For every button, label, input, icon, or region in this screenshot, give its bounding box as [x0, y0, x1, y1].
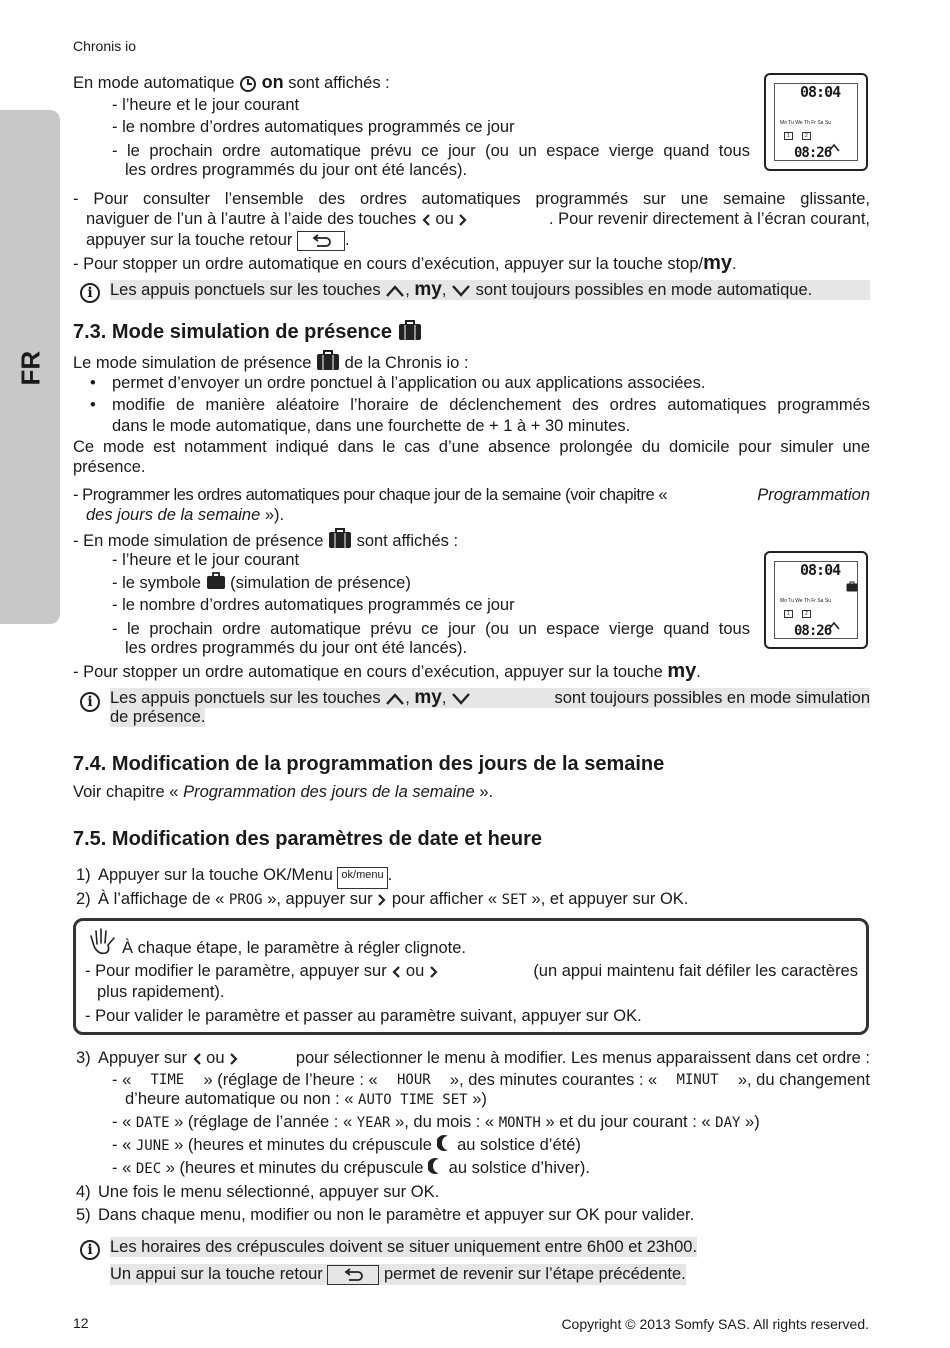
step-number: 3): [76, 1049, 91, 1067]
chevron-up-icon: [385, 284, 405, 298]
my-key-label: my: [703, 252, 733, 274]
info-icon: i: [80, 1240, 100, 1260]
step-number: 2): [76, 890, 91, 908]
chevron-down-icon: [451, 692, 471, 706]
step-3: Appuyer sur ou pour sélectionner le menu à modifier. Les menus apparaissent dans cet ordre :: [98, 1049, 870, 1067]
note-line-1: À chaque étape, le paramètre à régler clignote.: [122, 939, 466, 957]
lcd-days: Mo Tu We Th Fr Sa Su: [780, 120, 831, 126]
auto-intro: En mode automatique on sont affichés :: [73, 72, 390, 92]
info-icon: i: [80, 692, 100, 712]
chevron-left-icon: [421, 214, 431, 226]
lcd-count-2: 2: [802, 132, 811, 140]
chevron-up-icon: [385, 692, 405, 706]
section-title-7-3: 7.3. Mode simulation de présence: [73, 319, 422, 344]
return-info-note: Un appui sur la touche retour permet de revenir sur l’étape précédente.: [110, 1265, 686, 1283]
chevron-right-icon: [229, 1053, 239, 1065]
lcd-count-2: 2: [802, 610, 811, 618]
list-item: - l’heure et le jour courant: [112, 96, 300, 114]
step-1: Appuyer sur la touche OK/Menu ok/menu .: [98, 865, 392, 889]
suitcase-icon: [206, 572, 226, 590]
menu-time: - « TIME » (réglage de l’heure : « HOUR », des minutes courantes : « MINUT », du changement: [112, 1071, 870, 1089]
return-key-icon: [297, 231, 345, 251]
list-item: - l’heure et le jour courant: [112, 551, 300, 569]
section-title-7-5: 7.5. Modification des paramètres de date et heure: [73, 828, 543, 850]
list-item: - le prochain ordre automatique prévu ce jour (ou un espace vierge quand tous: [112, 620, 750, 638]
list-item-cont: les ordres programmés du jour ont été lancés).: [125, 161, 468, 179]
consult-line-2: naviguer de l’un à l’autre à l’aide des touches ou . Pour revenir directement à l’écran courant,: [86, 210, 870, 228]
suitcase-icon: [398, 319, 422, 341]
suitcase-icon: [316, 349, 340, 371]
step-number: 4): [76, 1183, 91, 1201]
step-number: 5): [76, 1206, 91, 1224]
menu-date: - « DATE » (réglage de l’année : « YEAR », du mois : « MONTH » et du jour courant : « DAY »): [112, 1113, 760, 1131]
bullet-item: modifie de manière aléatoire l’horaire de déclenchement des ordres automatiques programmés: [112, 396, 870, 414]
note-line-2: - Pour modifier le paramètre, appuyer sur ou (un appui maintenu fait défiler les caractères: [85, 962, 858, 980]
chevron-right-icon: [429, 966, 439, 978]
suitcase-icon: [846, 581, 858, 592]
sim-info-note-cont: de présence.: [110, 708, 206, 726]
chevron-left-icon: [192, 1053, 202, 1065]
bullet-dot: •: [90, 396, 96, 414]
language-tab: [0, 110, 60, 624]
return-key-icon: [327, 1265, 379, 1285]
step-5: Dans chaque menu, modifier ou non le paramètre et appuyer sur OK pour valider.: [98, 1206, 695, 1224]
lcd-time-top: 08:04: [800, 561, 841, 579]
step-number: 1): [76, 866, 91, 884]
sim-prog-1: - Programmer les ordres automatiques pour chaque jour de la semaine (voir chapitre « Programmation: [73, 486, 870, 504]
language-tab-label: FR: [15, 350, 46, 386]
bullet-item-cont: dans le mode automatique, dans une fourchette de + 1 à + 30 minutes.: [112, 417, 631, 435]
lcd-display-auto: [764, 73, 868, 171]
list-item: - le nombre d’ordres automatiques programmés ce jour: [112, 118, 515, 136]
lcd-days: Mo Tu We Th Fr Sa Su: [780, 598, 831, 604]
bullet-item: permet d’envoyer un ordre ponctuel à l’application ou aux applications associées.: [112, 374, 706, 392]
note-line-4: - Pour valider le paramètre et passer au paramètre suivant, appuyer sur OK.: [85, 1007, 642, 1025]
chevron-right-icon: [458, 214, 468, 226]
sim-notably-2: présence.: [73, 458, 146, 476]
mod-days-text: Voir chapitre « Programmation des jours de la semaine ».: [73, 783, 494, 801]
menu-dec: - « DEC » (heures et minutes du crépuscule au solstice d’hiver).: [112, 1159, 590, 1177]
step-2: À l’affichage de « PROG », appuyer sur pour afficher « SET », et appuyer sur OK.: [98, 890, 689, 908]
list-item: - le prochain ordre automatique prévu ce jour (ou un espace vierge quand tous: [112, 142, 750, 160]
sim-stop-line: - Pour stopper un ordre automatique en cours d’exécution, appuyer sur la touche my.: [73, 660, 701, 682]
my-key-label: my: [667, 660, 697, 682]
list-item: - le symbole (simulation de présence): [112, 574, 411, 592]
chevron-up-icon: [828, 621, 840, 631]
clock-icon: [239, 75, 257, 93]
lcd-count-1: 1: [784, 610, 793, 618]
suitcase-icon: [328, 527, 352, 549]
sim-notably-1: Ce mode est notamment indiqué dans le cas d’une absence prolongée du domicile pour simuler une: [73, 438, 870, 456]
ok-menu-key-icon: ok/menu: [337, 867, 387, 889]
chevron-left-icon: [391, 966, 401, 978]
auto-info-note: Les appuis ponctuels sur les touches , my, sont toujours possibles en mode automatique.: [110, 280, 870, 300]
consult-line-3: appuyer sur la touche retour .: [86, 231, 350, 249]
sim-prog-2: des jours de la semaine »).: [86, 506, 285, 524]
lcd-display-sim: [764, 551, 868, 649]
chevron-right-icon: [377, 894, 387, 906]
hand-icon: [88, 926, 120, 956]
copyright: Copyright © 2013 Somfy SAS. All rights reserved.: [561, 1316, 869, 1332]
lcd-time-bottom: 08:26: [794, 145, 832, 161]
page-number: 12: [73, 1315, 89, 1331]
menu-time-cont: d’heure automatique ou non : « AUTO TIME SET »): [125, 1090, 487, 1108]
note-line-3: plus rapidement).: [97, 983, 225, 1001]
chevron-down-icon: [451, 284, 471, 298]
lcd-time-top: 08:04: [800, 83, 841, 101]
moon-icon: [437, 1134, 453, 1152]
chevron-up-icon: [828, 143, 840, 153]
auto-stop-line: - Pour stopper un ordre automatique en cours d’exécution, appuyer sur la touche stop/my.: [73, 252, 737, 274]
moon-icon: [428, 1157, 444, 1175]
dusk-info-note: Les horaires des crépuscules doivent se situer uniquement entre 6h00 et 23h00.: [110, 1238, 698, 1256]
info-icon: i: [80, 283, 100, 303]
sim-info-note: Les appuis ponctuels sur les touches , my, sont toujours possibles en mode simulation: [110, 687, 870, 708]
lcd-count-1: 1: [784, 132, 793, 140]
list-item: - le nombre d’ordres automatiques programmés ce jour: [112, 596, 515, 614]
step-4: Une fois le menu sélectionné, appuyer sur OK.: [98, 1183, 440, 1201]
sim-intro: Le mode simulation de présence de la Chronis io :: [73, 349, 469, 373]
sim-display-intro: - En mode simulation de présence sont affichés :: [73, 527, 458, 551]
lcd-time-bottom: 08:26: [794, 623, 832, 639]
list-item-cont: les ordres programmés du jour ont été lancés).: [125, 639, 468, 657]
section-title-7-4: 7.4. Modification de la programmation des jours de la semaine: [73, 753, 665, 775]
consult-line-1: - Pour consulter l’ensemble des ordres automatiques programmés sur une semaine glissante,: [73, 190, 870, 208]
document-title: Chronis io: [73, 38, 137, 54]
bullet-dot: •: [90, 374, 96, 392]
menu-june: - « JUNE » (heures et minutes du crépuscule au solstice d’été): [112, 1136, 581, 1154]
